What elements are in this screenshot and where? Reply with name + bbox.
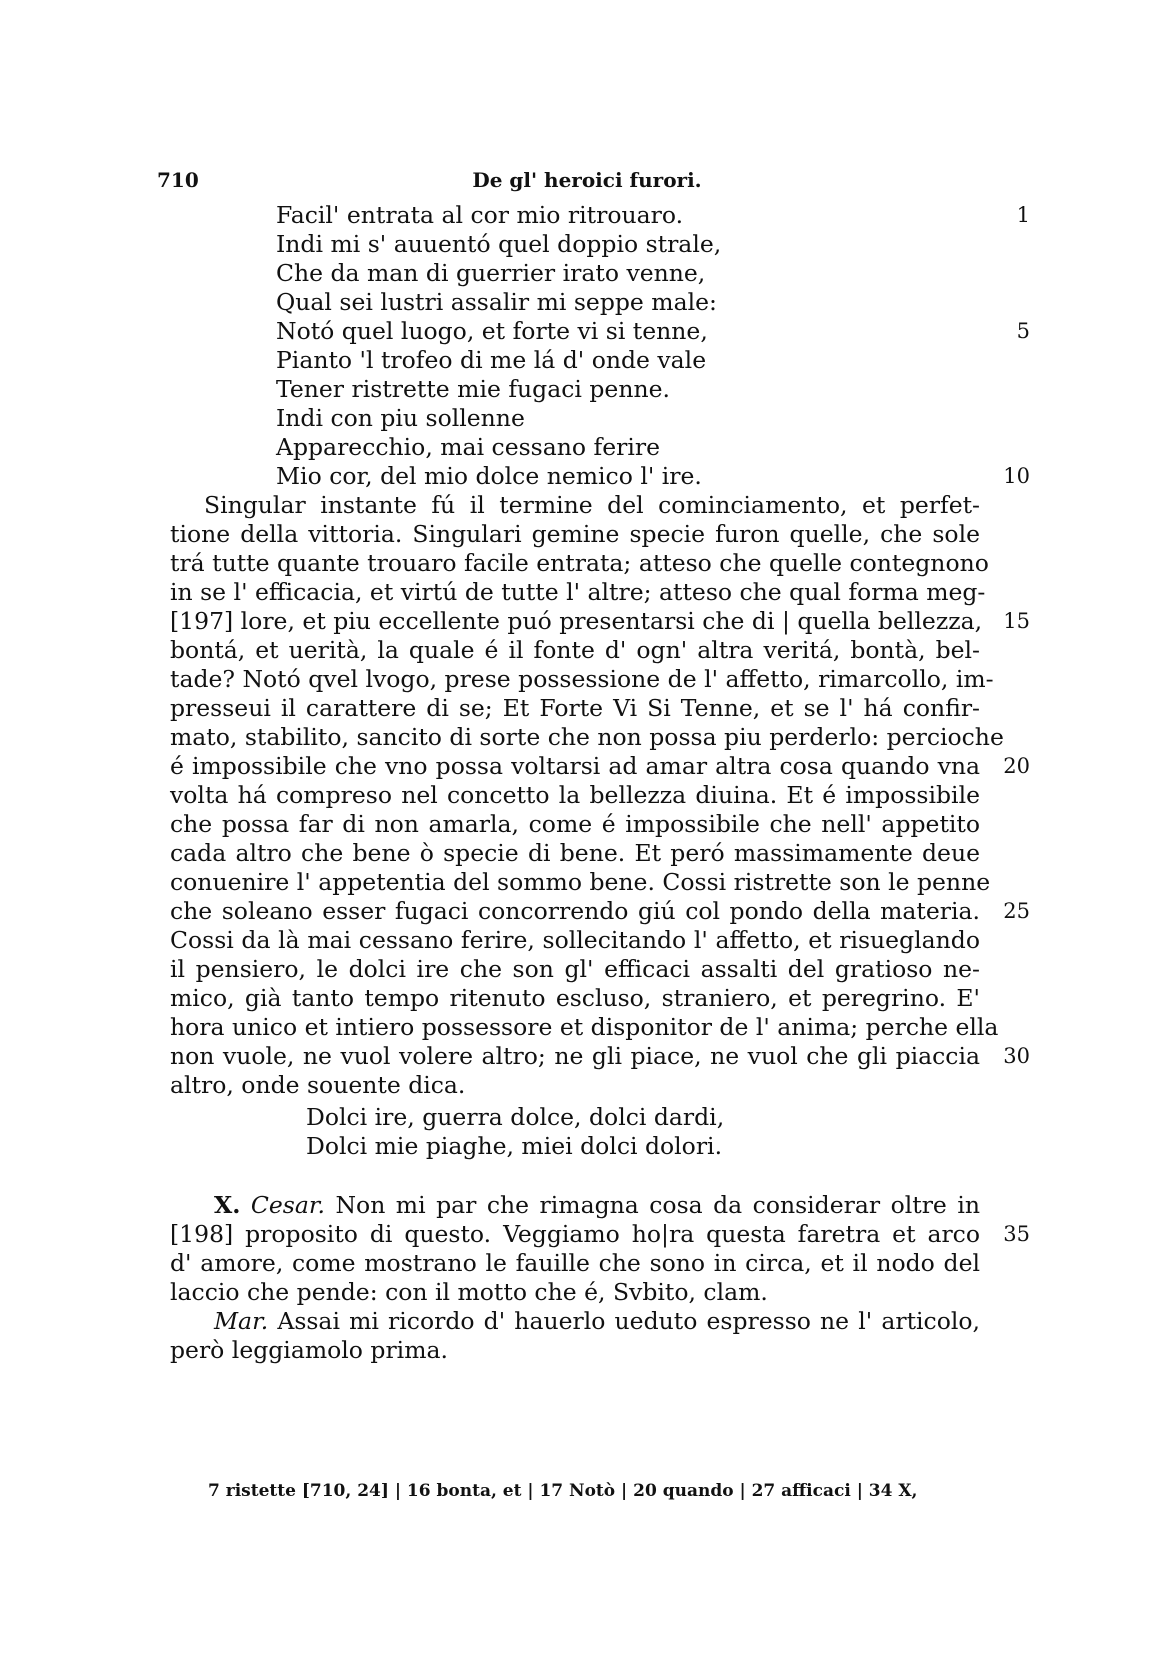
verse-line: Apparecchio, mai cessano ferire	[276, 433, 660, 461]
prose-line: d' amore, come mostrano le fauille che sono in circa, et il nodo del	[170, 1249, 980, 1277]
line-number: 10	[1003, 464, 1030, 488]
line-number: 15	[1003, 609, 1030, 633]
line-number: 5	[1016, 319, 1030, 343]
prose-line: [198] proposito di questo. Veggiamo ho|ra questa faretra et arco	[170, 1220, 980, 1248]
line-number: 25	[1003, 899, 1030, 923]
prose-line: bontá, et uerità, la quale é il fonte d' ogn' altra veritá, bontà, bel-	[170, 636, 980, 664]
prose-line: conuenire l' appetentia del sommo bene. Cossi ristrette son le penne	[170, 868, 991, 896]
verse-line: Mio cor, del mio dolce nemico l' ire.	[276, 462, 702, 490]
prose-line: [197] lore, et piu eccellente puó presentarsi che di | quella bellezza,	[170, 607, 983, 635]
prose-line: cada altro che bene ò specie di bene. Et peró massimamente deue	[170, 839, 980, 867]
line-number: 20	[1003, 754, 1030, 778]
page-number: 710	[157, 168, 199, 192]
dialogue-text: Assai mi ricordo d' hauerlo ueduto espresso ne l' articolo,	[277, 1307, 980, 1335]
prose-line: Singular instante fú il termine del cominciamento, et perfet-	[204, 491, 980, 519]
prose-line: che soleano esser fugaci concorrendo giú col pondo della materia.	[170, 897, 980, 925]
line-number: 30	[1003, 1044, 1030, 1068]
verse-line: Tener ristrette mie fugaci penne.	[276, 375, 670, 403]
page-header	[157, 168, 1017, 198]
verse-line: Dolci mie piaghe, miei dolci dolori.	[306, 1132, 723, 1160]
verse-line: Indi con piu sollenne	[276, 404, 525, 432]
prose-line: volta há compreso nel concetto la bellezza diuina. Et é impossibile	[170, 781, 980, 809]
verse-line: Pianto 'l trofeo di me lá d' onde vale	[276, 346, 707, 374]
prose-line: mico, già tanto tempo ritenuto escluso, straniero, et peregrino. E'	[170, 984, 980, 1012]
prose-line: Cossi da là mai cessano ferire, sollecitando l' affetto, et risueglando	[170, 926, 980, 954]
prose-line: non vuole, ne vuol volere altro; ne gli piace, ne vuol che gli piaccia	[170, 1042, 980, 1070]
verse-line: Qual sei lustri assalir mi seppe male:	[276, 288, 717, 316]
prose-line: tade? Notó qvel lvogo, prese possessione de l' affetto, rimarcollo, im-	[170, 665, 994, 693]
verse-line: Che da man di guerrier irato venne,	[276, 259, 706, 287]
prose-line: che possa far di non amarla, come é impossibile che nell' appetito	[170, 810, 980, 838]
prose-line: tione della vittoria. Singulari gemine specie furon quelle, che sole	[170, 520, 980, 548]
prose-line: però leggiamolo prima.	[170, 1336, 448, 1364]
speaker-name: Mar.	[214, 1307, 269, 1335]
prose-line: mato, stabilito, sancito di sorte che non possa piu perderlo: percioche	[170, 723, 1004, 751]
verse-line: Facil' entrata al cor mio ritrouaro.	[276, 201, 684, 229]
speaker-name: Cesar.	[250, 1191, 325, 1219]
running-title: De gl' heroici furori.	[472, 168, 702, 192]
verse-line: Indi mi s' auuentó quel doppio strale,	[276, 230, 722, 258]
prose-line: il pensiero, le dolci ire che son gl' efficaci assalti del gratioso ne-	[170, 955, 980, 983]
verse-line: Dolci ire, guerra dolce, dolci dardi,	[306, 1103, 725, 1131]
prose-line: trá tutte quante trouaro facile entrata; atteso che quelle contegnono	[170, 549, 989, 577]
line-number: 35	[1003, 1222, 1030, 1246]
critical-apparatus-footnote: 7 ristette [710, 24] | 16 bonta, et | 17 Notò | 20 quando | 27 afficaci | 34 X,	[208, 1481, 918, 1501]
prose-line: hora unico et intiero possessore et disponitor de l' anima; perche ella	[170, 1013, 999, 1041]
dialogue-text: Non mi par che rimagna cosa da considerar oltre in	[335, 1191, 980, 1219]
section-numeral: X.	[214, 1191, 241, 1219]
prose-line: in se l' efficacia, et virtú de tutte l' altre; atteso che qual forma meg-	[170, 578, 986, 606]
prose-line: altro, onde souente dica.	[170, 1071, 466, 1099]
verse-line: Notó quel luogo, et forte vi si tenne,	[276, 317, 708, 345]
prose-line: é impossibile che vno possa voltarsi ad amar altra cosa quando vna	[170, 752, 980, 780]
prose-line: laccio che pende: con il motto che é, Svbito, clam.	[170, 1278, 768, 1306]
dialogue-line	[214, 1306, 980, 1336]
section-x-first-line	[214, 1190, 980, 1220]
prose-line: presseui il carattere di se; Et Forte Vi Si Tenne, et se l' há confir-	[170, 694, 980, 722]
line-number: 1	[1016, 203, 1030, 227]
